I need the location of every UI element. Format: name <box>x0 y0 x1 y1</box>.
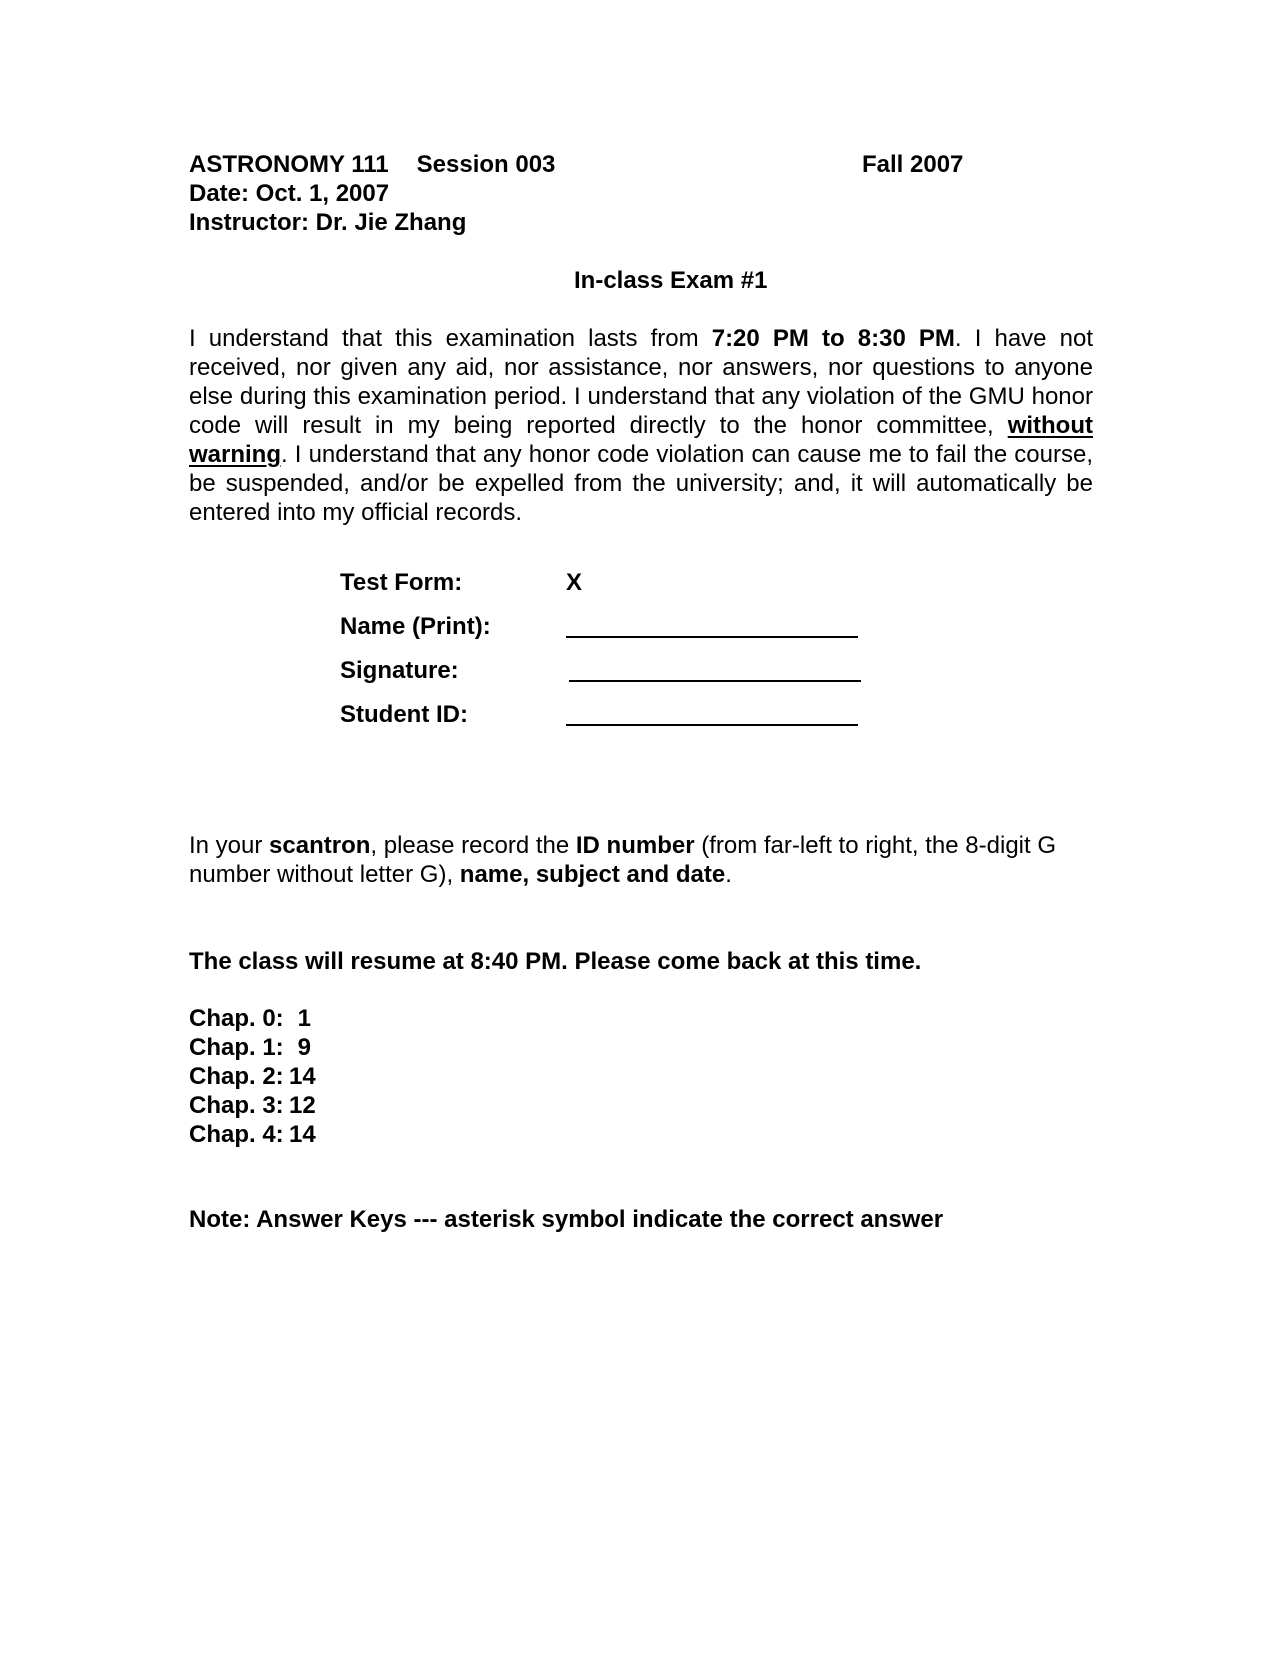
scantron-text-3: (from far-left to right, the 8-digit G number without letter G), <box>189 832 1056 888</box>
pledge-text-1: I understand that this examination lasts from <box>189 325 712 352</box>
chapter-label: Chap. 3: <box>189 1092 284 1119</box>
signature-label: Signature: <box>340 657 459 684</box>
pledge-text-2: . I have not received, nor given any aid, nor assistance, nor answers, nor questions to anyone else during this examination period. I understand that any violation of the GMU honor code will result in my being reported directly to the honor committee, <box>189 325 1093 439</box>
chapter-count: 1 <box>297 1005 311 1032</box>
chapter-count: 12 <box>289 1092 316 1119</box>
scantron-text-4: . <box>725 861 732 888</box>
chapter-label: Chap. 1: <box>189 1034 284 1061</box>
answer-key-note: Note: Answer Keys --- asterisk symbol indicate the correct answer <box>189 1206 944 1233</box>
id-number-word: ID number <box>575 832 695 859</box>
chapter-label: Chap. 2: <box>189 1063 284 1090</box>
student-id-label: Student ID: <box>340 701 468 728</box>
chapter-label: Chap. 0: <box>189 1005 284 1032</box>
chapter-count: 14 <box>289 1063 316 1090</box>
name-label: Name (Print): <box>340 613 491 640</box>
exam-time-range: 7:20 PM to 8:30 PM <box>711 325 955 352</box>
test-form-label: Test Form: <box>340 569 463 596</box>
name-subject-date: name, subject and date <box>459 861 726 888</box>
student-id-blank[interactable] <box>566 724 858 726</box>
scantron-text-2: , please record the <box>370 832 576 859</box>
chapter-count: 14 <box>289 1121 316 1148</box>
exam-title: In-class Exam #1 <box>574 267 768 294</box>
chapter-label: Chap. 4: <box>189 1121 284 1148</box>
scantron-word: scantron <box>269 832 371 859</box>
scantron-text-1: In your <box>189 832 270 859</box>
exam-date: Date: Oct. 1, 2007 <box>189 180 390 207</box>
scantron-instructions <box>189 831 1099 889</box>
course-header <box>189 150 555 179</box>
session-number: Session 003 <box>416 151 556 178</box>
signature-blank[interactable] <box>569 680 861 682</box>
term-label: Fall 2007 <box>862 151 964 178</box>
honor-pledge <box>189 324 1093 527</box>
test-form-value: X <box>566 569 583 596</box>
name-blank[interactable] <box>566 636 858 638</box>
course-name: ASTRONOMY 111 <box>189 151 389 178</box>
chapter-count: 9 <box>297 1034 311 1061</box>
pledge-text-3: . I understand that any honor code violation can cause me to fail the course, be suspended, and/or be expelled from the university; and, it will automatically be entered into my official records. <box>189 441 1093 526</box>
instructor-name: Instructor: Dr. Jie Zhang <box>189 209 467 236</box>
pledge-emphasis: without warning <box>189 412 1093 468</box>
resume-note: The class will resume at 8:40 PM. Please come back at this time. <box>189 948 922 975</box>
